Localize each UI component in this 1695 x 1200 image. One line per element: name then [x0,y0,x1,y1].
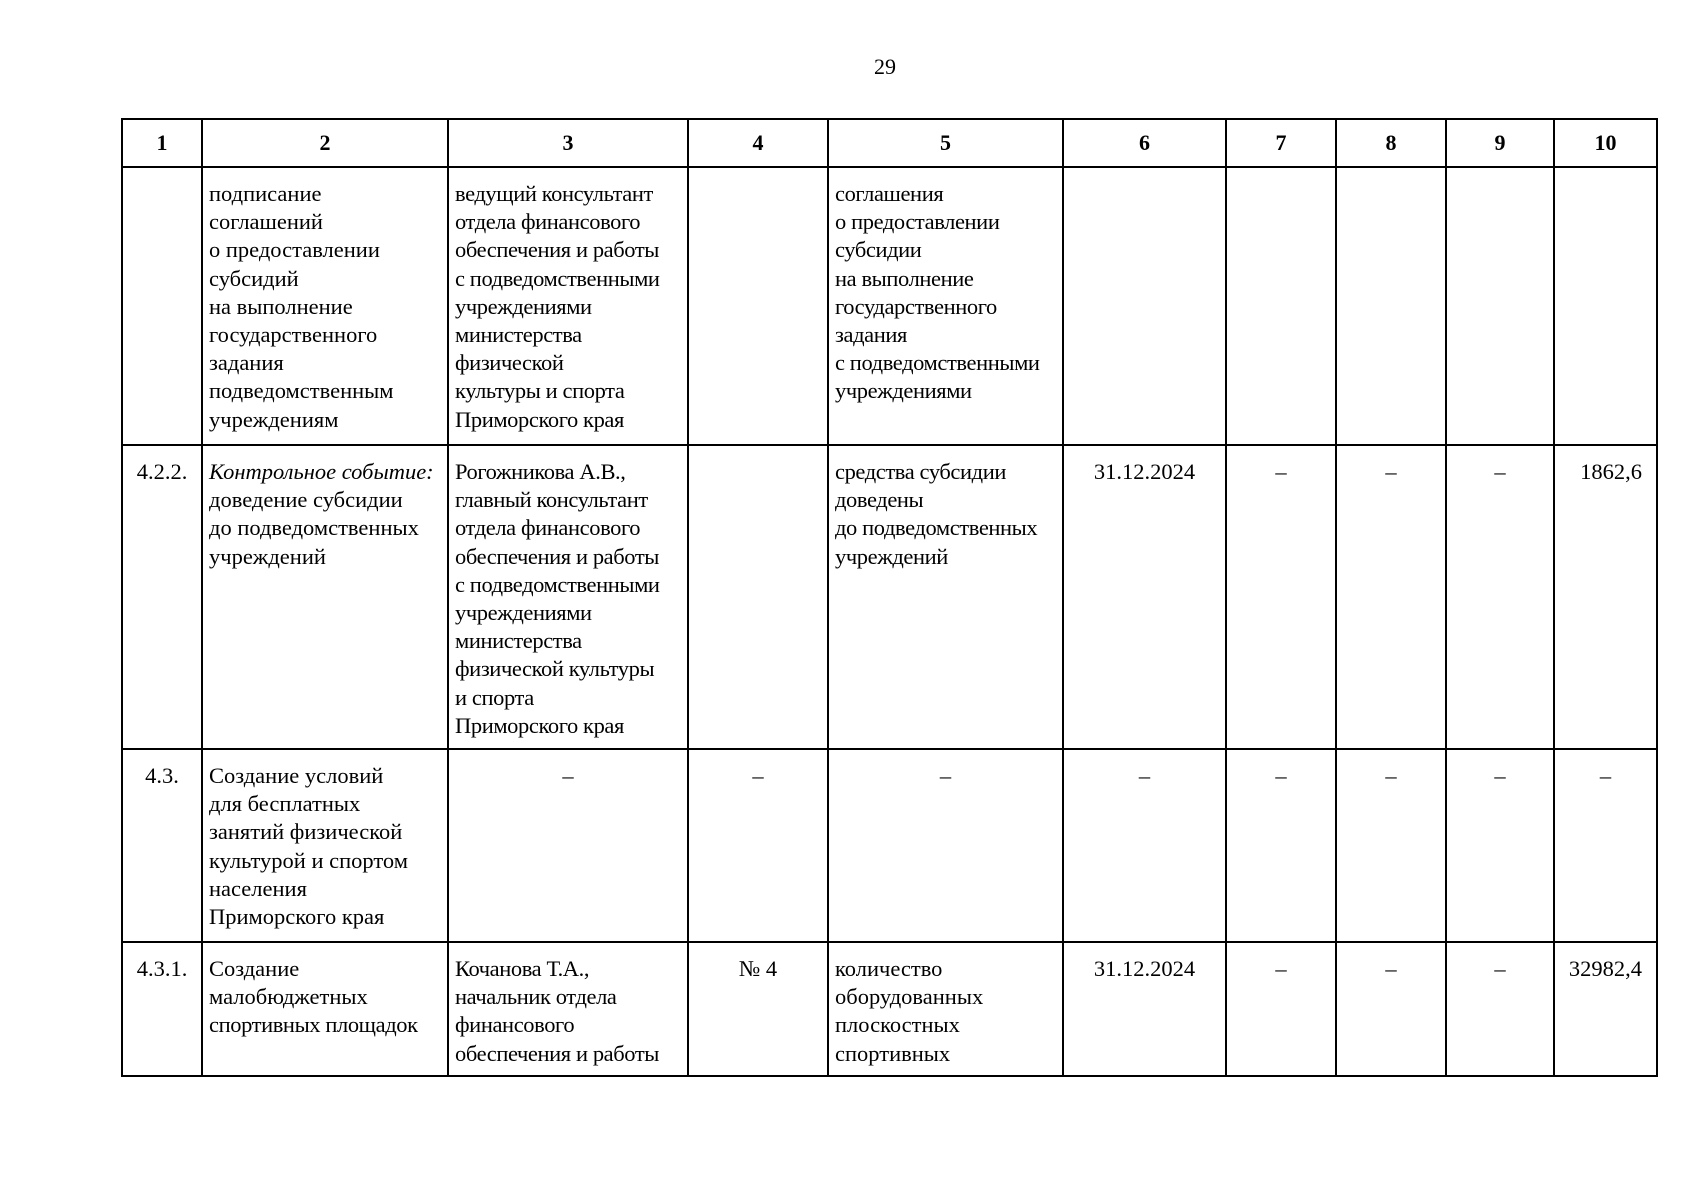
result-cell: соглашения о предоставлении субсидии на выполнение государственного задания с подведомственными учреждениями [828,167,1063,445]
indicator-cell: № 4 [688,942,828,1076]
col-header-7: 7 [1226,119,1336,167]
value-cell-7: – [1226,445,1336,749]
activity-cell: Создание условий для бесплатных занятий физической культурой и спортом населения Приморского края [202,749,448,942]
amount-cell: – [1554,749,1657,942]
table-row [122,749,1657,942]
activity-cell: Контрольное событие: доведение субсидии до подведомственных учреждений [202,445,448,749]
col-header-2: 2 [202,119,448,167]
indicator-cell [688,445,828,749]
col-header-4: 4 [688,119,828,167]
amount-cell: 1862,6 [1554,445,1657,749]
table-row [122,167,1657,445]
col-header-10: 10 [1554,119,1657,167]
activity-cell: подписание соглашений о предоставлении субсидий на выполнение государственного задания подведомственным учреждениям [202,167,448,445]
amount-cell: 32982,4 [1554,942,1657,1076]
value-cell-8: – [1336,445,1446,749]
responsible-cell: ведущий консультант отдела финансового обеспечения и работы с подведомственными учреждениями министерства физической культуры и спорта Приморского края [448,167,688,445]
amount-cell [1554,167,1657,445]
table-row [122,942,1657,1076]
value-cell-8 [1336,167,1446,445]
col-header-9: 9 [1446,119,1554,167]
row-number-cell: 4.3. [122,749,202,942]
col-header-1: 1 [122,119,202,167]
col-header-6: 6 [1063,119,1226,167]
col-header-5: 5 [828,119,1063,167]
table-row [122,445,1657,749]
value-cell-9: – [1446,942,1554,1076]
indicator-cell: – [688,749,828,942]
indicator-cell [688,167,828,445]
value-cell-7: – [1226,942,1336,1076]
date-cell: 31.12.2024 [1063,445,1226,749]
responsible-cell: – [448,749,688,942]
activity-cell: Создание малобюджетных спортивных площадок [202,942,448,1076]
plan-table [121,118,1658,1077]
date-cell: – [1063,749,1226,942]
value-cell-8: – [1336,749,1446,942]
value-cell-9: – [1446,445,1554,749]
result-cell: средства субсидии доведены до подведомственных учреждений [828,445,1063,749]
value-cell-7 [1226,167,1336,445]
value-cell-7: – [1226,749,1336,942]
page-number: 29 [874,54,896,79]
row-number-cell: 4.2.2. [122,445,202,749]
value-cell-9 [1446,167,1554,445]
responsible-cell: Кочанова Т.А., начальник отдела финансового обеспечения и работы [448,942,688,1076]
date-cell: 31.12.2024 [1063,942,1226,1076]
responsible-cell: Рогожникова А.В., главный консультант отдела финансового обеспечения и работы с подведомственными учреждениями министерства физической культуры и спорта Приморского края [448,445,688,749]
result-cell: – [828,749,1063,942]
value-cell-8: – [1336,942,1446,1076]
row-number-cell: 4.3.1. [122,942,202,1076]
result-cell: количество оборудованных плоскостных спортивных [828,942,1063,1076]
value-cell-9: – [1446,749,1554,942]
date-cell [1063,167,1226,445]
col-header-8: 8 [1336,119,1446,167]
col-header-3: 3 [448,119,688,167]
header-row [122,119,1657,167]
row-number-cell [122,167,202,445]
control-event-label: Контрольное событие: [209,459,434,484]
